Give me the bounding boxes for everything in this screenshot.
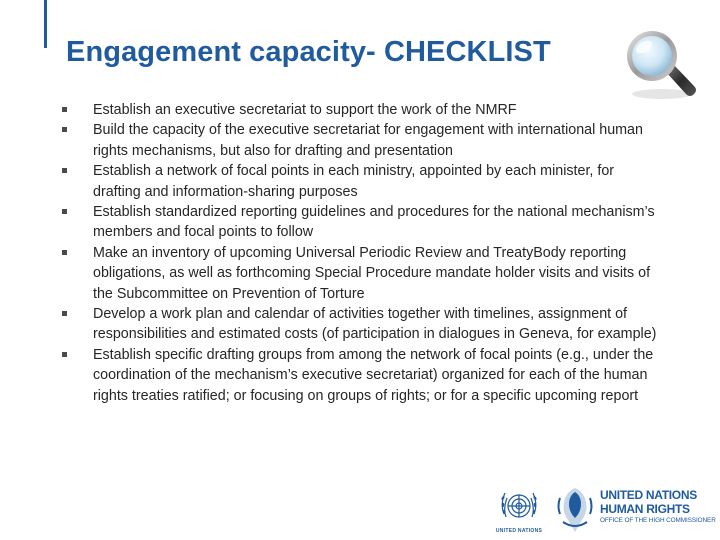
checklist-item-text: Establish specific drafting groups from among the network of focal points (e.g., under the coordination of the mechanism’s executive secretariat) organized for each of the human rights treaties ratified; or focusing on groups of rights; or for a specific upcoming report [93,346,654,404]
square-bullet-icon [62,107,67,112]
checklist-item [62,202,662,243]
checklist-item [62,243,662,304]
checklist-item-text: Establish standardized reporting guidelines and procedures for the national mechanism’s members and focal points to follow [93,204,655,241]
checklist-item-text: Establish a network of focal points in each ministry, appointed by each minister, for drafting and information-sharing purposes [93,163,615,200]
checklist-item-text: Develop a work plan and calendar of activities together with timelines, assignment of responsibilities and estimated costs (of participation in dialogues in Geneva, for example) [93,306,657,343]
square-bullet-icon [62,127,67,132]
magnifying-glass-icon [622,28,698,104]
un-emblem-label: UNITED NATIONS [495,528,543,534]
square-bullet-icon [62,209,67,214]
checklist-item-text: Make an inventory of upcoming Universal Periodic Review and TreatyBody reporting obligations, as well as forthcoming Special Procedure mandate holder visits and visits of the Subcommittee on Prevention of Torture [93,244,651,302]
checklist [62,100,662,406]
footer-logos [494,484,716,536]
title-accent-bar [44,0,47,48]
checklist-item [62,304,662,345]
checklist-item [62,120,662,161]
square-bullet-icon [62,311,67,316]
ohchr-wordmark-line1: UNITED NATIONS [600,488,697,502]
ohchr-wordmark-line2: HUMAN RIGHTS [600,502,690,516]
checklist-item [62,161,662,202]
checklist-item [62,100,662,120]
ohchr-wordmark-line3: OFFICE OF THE HIGH COMMISSIONER [600,517,716,524]
checklist-item-text: Build the capacity of the executive secretariat for engagement with international human rights mechanisms, but also for drafting and presentation [93,122,643,159]
square-bullet-icon [62,352,67,357]
checklist-item [62,345,662,406]
square-bullet-icon [62,250,67,255]
ohchr-wordmark [600,488,716,526]
checklist-item-text: Establish an executive secretariat to support the work of the NMRF [93,102,517,118]
square-bullet-icon [62,168,67,173]
ohchr-hand-dove-icon [554,484,596,536]
slide-title: Engagement capacity- CHECKLIST [66,36,551,68]
